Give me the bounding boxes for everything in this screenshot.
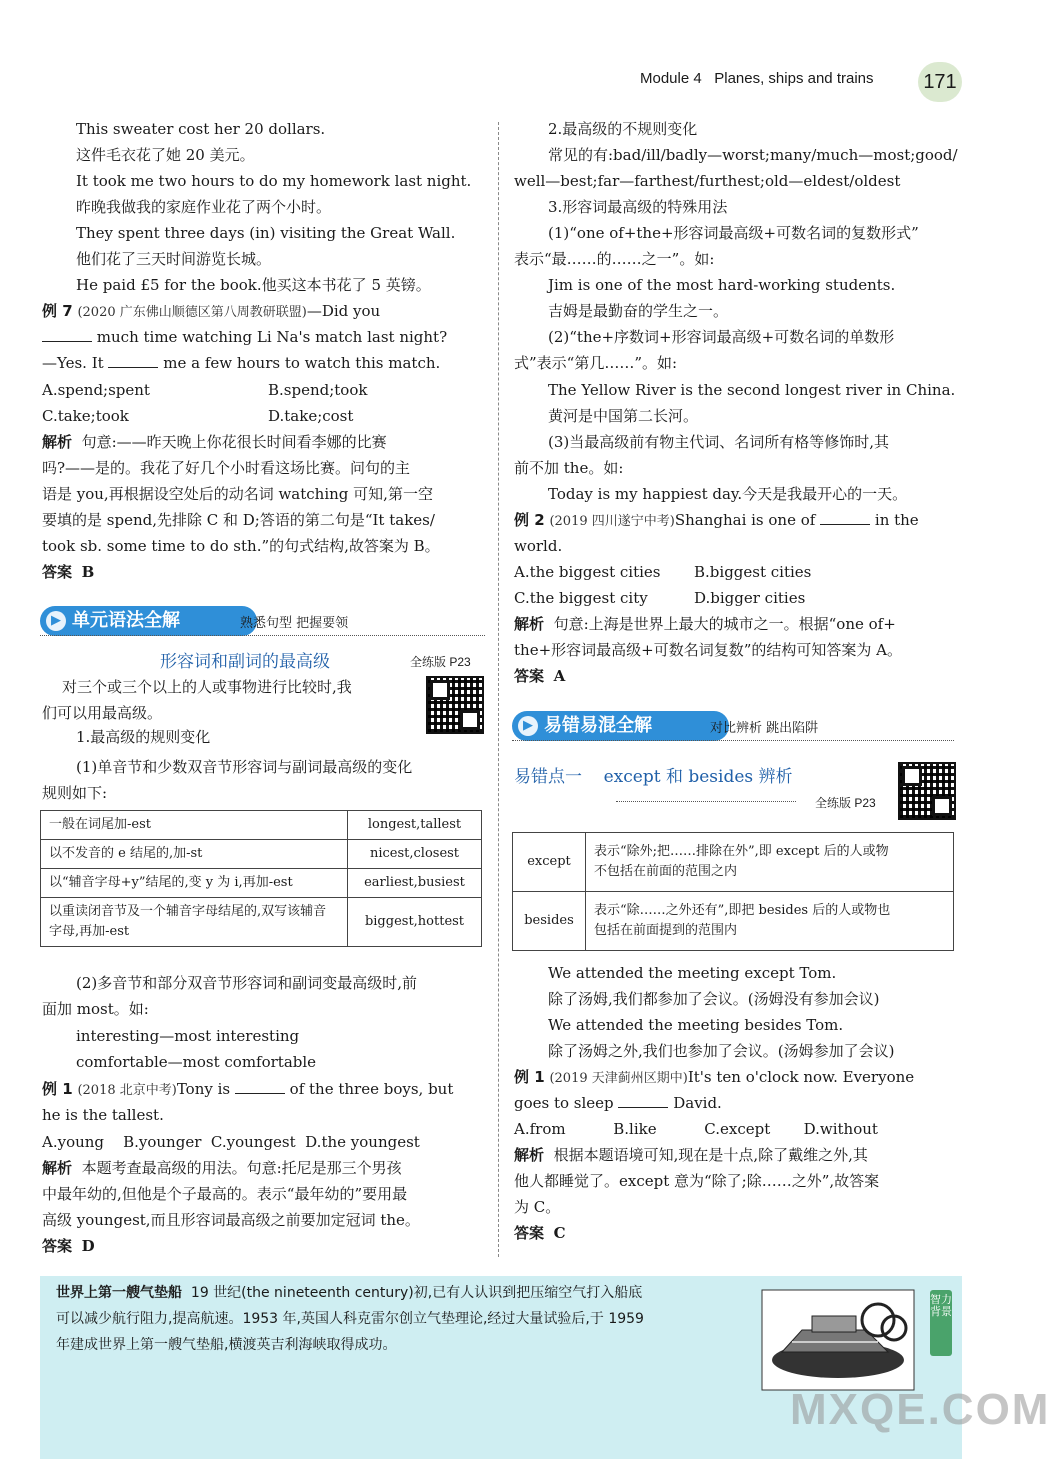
divider: [616, 801, 796, 802]
answer-line: [514, 1220, 566, 1246]
analysis-line: 他人都睡觉了。except 意为“除了;除……之外”,故答案: [514, 1172, 880, 1190]
knowledge-line: 年建成世界上第一艘气垫船,横渡英吉利海峡取得成功。: [56, 1337, 397, 1353]
text-line: (2)多音节和部分双音节形容词和副词变最高级时,前: [76, 974, 418, 992]
question-text: of the three boys, but: [289, 1080, 454, 1098]
answer-label: 答案: [42, 563, 73, 581]
text-line: 们可以用最高级。: [42, 704, 163, 722]
text-line: 黄河是中国第二长河。: [548, 407, 699, 425]
table-row: [41, 840, 482, 869]
analysis-text: 句意:上海是世界上最大的城市之一。根据“one of+: [553, 615, 896, 633]
text-line: 除了汤姆之外,我们也参加了会议。(汤姆参加了会议): [548, 1042, 895, 1060]
example-label: 例 1: [514, 1068, 545, 1086]
watermark-text: MXQE.COM: [790, 1385, 1050, 1434]
module-title: Planes, ships and trains: [714, 70, 874, 87]
rule-cell: 一般在词尾加-est: [41, 811, 348, 840]
question-text: It's ten o'clock now. Everyone: [687, 1068, 915, 1086]
question-text: much time watching Li Na's match last night?: [96, 328, 448, 346]
text-line: Today is my happiest day.今天是我最开心的一天。: [548, 485, 908, 503]
example-2-question: [514, 507, 919, 535]
module-label: Module 4: [640, 70, 702, 87]
analysis-label: 解析: [42, 433, 73, 451]
text-line: 规则如下:: [42, 784, 108, 802]
example-source: (2020 广东佛山顺德区第八周教研联盟): [77, 305, 307, 320]
text-line: 这件毛衣花了她 20 美元。: [76, 146, 255, 164]
meaning-line: 表示“除……之外还有”,即把 besides 后的人或物也: [594, 903, 891, 918]
example-label: 例 2: [514, 511, 545, 529]
qr-code[interactable]: [898, 762, 956, 820]
answer-value: D: [81, 1237, 95, 1255]
options-line: A.young B.younger C.youngest D.the youngest: [42, 1133, 420, 1151]
analysis-line: [42, 429, 387, 455]
text-line: 对三个或三个以上的人或事物进行比较时,我: [62, 678, 352, 696]
meaning-line: 不包括在前面的范围之内: [594, 864, 738, 879]
text-line: interesting—most interesting: [76, 1027, 300, 1045]
banner-title: 单元语法全解: [72, 610, 180, 631]
knowledge-heading: 世界上第一艘气垫船: [56, 1285, 182, 1301]
example-1-line: [514, 1090, 722, 1116]
example-label: 例 7: [42, 302, 73, 320]
side-tab-label: 智力背景: [930, 1290, 952, 1356]
example-cell: longest,tallest: [348, 811, 482, 840]
meaning-line: 表示“除外;把……排除在外”,即 except 后的人或物: [594, 844, 889, 859]
option-d: D.take;cost: [268, 407, 354, 425]
page-number: 171: [918, 62, 962, 102]
section-banner-grammar: [40, 606, 257, 636]
text-line: This sweater cost her 20 dollars.: [76, 120, 326, 138]
question-text: —Did you: [306, 302, 381, 320]
analysis-line: 语是 you,再根据设空处后的动名词 watching 可知,第一空: [42, 485, 433, 503]
example-7-line: [42, 350, 440, 376]
answer-blank[interactable]: [235, 1079, 285, 1094]
question-text: in the: [874, 511, 919, 529]
section-banner-mistakes: [512, 711, 729, 741]
text-line: They spent three days (in) visiting the Great Wall.: [76, 224, 456, 242]
analysis-line: [42, 1155, 402, 1181]
option-a: A.the biggest cities: [514, 563, 661, 581]
knowledge-text: 19 世纪(the nineteenth century)初,已有人认识到把压缩空气打入船底: [190, 1285, 643, 1301]
analysis-line: 为 C。: [514, 1198, 561, 1216]
analysis-line: 吗?——是的。我花了好几个小时看这场比赛。问句的主: [42, 459, 411, 477]
answer-value: A: [553, 667, 566, 685]
analysis-text: 本题考查最高级的用法。句意:托尼是那三个男孩: [81, 1159, 402, 1177]
banner-subtitle: 熟悉句型 把握要领: [240, 616, 349, 631]
text-line: 常见的有:bad/ill/badly—worst;many/much—most;good/: [548, 146, 958, 164]
example-cell: nicest,closest: [348, 840, 482, 869]
text-line: (2)“the+序数词+形容词最高级+可数名词的单数形: [548, 328, 895, 346]
divider: [512, 740, 954, 741]
example-source: (2019 四川遂宁中考): [549, 514, 675, 529]
analysis-line: 中最年幼的,但他是个子最高的。表示“最年幼的”要用最: [42, 1185, 408, 1203]
question-text: —Yes. It: [42, 354, 104, 372]
text-line: Jim is one of the most hard-working students.: [548, 276, 896, 294]
answer-blank[interactable]: [42, 327, 92, 342]
text-line: 昨晚我做我的家庭作业花了两个小时。: [76, 198, 332, 216]
meaning-line: 包括在前面提到的范围内: [594, 923, 738, 938]
divider: [40, 635, 485, 636]
answer-label: 答案: [514, 667, 545, 685]
speaker-icon: ▶: [518, 716, 538, 736]
options-line: A.from B.like C.except D.without: [514, 1120, 878, 1138]
answer-value: C: [553, 1224, 566, 1242]
superlative-rules-table: [40, 810, 482, 947]
text-line: 式”表示“第几……”。如:: [514, 354, 678, 372]
option-c: C.take;took: [42, 407, 129, 425]
table-row: [41, 898, 482, 947]
except-besides-table: [512, 832, 954, 951]
column-divider: [498, 122, 499, 1257]
text-line: The Yellow River is the second longest river in China.: [548, 381, 956, 399]
text-line: he is the tallest.: [42, 1106, 164, 1124]
question-text: me a few hours to watch this match.: [163, 354, 441, 372]
rule-cell: 以“辅音字母+y”结尾的,变 y 为 i,再加-est: [41, 869, 348, 898]
knowledge-line: [56, 1280, 642, 1306]
text-line: We attended the meeting except Tom.: [548, 964, 837, 982]
answer-line: [42, 1233, 95, 1259]
analysis-line: 高级 youngest,而且形容词最高级之前要加定冠词 the。: [42, 1211, 420, 1229]
text-line: well—best;far—farthest/furthest;old—eldest/oldest: [514, 172, 901, 190]
text-line: (1)单音节和少数双音节形容词与副词最高级的变化: [76, 758, 413, 776]
text-line: He paid £5 for the book.他买这本书花了 5 英镑。: [76, 276, 431, 294]
practice-ref: 全练版 P23: [410, 655, 471, 669]
answer-blank[interactable]: [618, 1093, 668, 1108]
example-7-question: [42, 298, 380, 326]
text-line: 表示“最……的……之一”。如:: [514, 250, 715, 268]
example-1-question: [42, 1076, 453, 1104]
answer-line: [514, 663, 565, 689]
banner-title: 易错易混全解: [544, 715, 652, 736]
point-title: 易错点一 except 和 besides 辨析: [514, 767, 793, 787]
text-line: (1)“one of+the+形容词最高级+可数名词的复数形式”: [548, 224, 919, 242]
option-b: B.biggest cities: [694, 563, 812, 581]
practice-ref: 全练版 P23: [815, 796, 876, 810]
text-line: 2.最高级的不规则变化: [548, 120, 698, 138]
word-cell: except: [513, 833, 586, 892]
text-line: 除了汤姆,我们都参加了会议。(汤姆没有参加会议): [548, 990, 880, 1008]
question-text: goes to sleep: [514, 1094, 614, 1112]
answer-blank[interactable]: [820, 510, 870, 525]
table-row: [41, 869, 482, 898]
example-1-question: [514, 1064, 914, 1092]
table-row: [513, 892, 954, 951]
text-line: comfortable—most comfortable: [76, 1053, 317, 1071]
table-row: [41, 811, 482, 840]
banner-subtitle: 对比辨析 跳出陷阱: [710, 721, 819, 736]
text-line: (3)当最高级前有物主代词、名词所有格等修饰时,其: [548, 433, 890, 451]
option-a: A.spend;spent: [42, 381, 150, 399]
running-header: [640, 70, 874, 87]
meaning-cell: [586, 892, 954, 951]
analysis-label: 解析: [514, 1146, 545, 1164]
example-source: (2019 天津蓟州区期中): [549, 1071, 688, 1086]
example-source: (2018 北京中考): [77, 1083, 177, 1098]
option-b: B.spend;took: [268, 381, 368, 399]
knowledge-line: 可以减少航行阻力,提高航速。1953 年,英国人科克雷尔创立气垫理论,经过大量试验后,于 1959: [56, 1311, 644, 1327]
text-line: It took me two hours to do my homework last night.: [76, 172, 472, 190]
text-line: 面加 most。如:: [42, 1000, 149, 1018]
question-text: David.: [673, 1094, 722, 1112]
rule-cell: 以重读闭音节及一个辅音字母结尾的,双写该辅音字母,再加-est: [41, 898, 348, 947]
answer-value: B: [81, 563, 95, 581]
text-line: 他们花了三天时间游览长城。: [76, 250, 272, 268]
table-row: [513, 833, 954, 892]
analysis-line: 要填的是 spend,先排除 C 和 D;答语的第二句是“It takes/: [42, 511, 435, 529]
analysis-label: 解析: [42, 1159, 73, 1177]
hovercraft-illustration: [762, 1290, 914, 1390]
text-line: 1.最高级的规则变化: [76, 728, 211, 746]
option-d: D.bigger cities: [694, 589, 806, 607]
example-cell: earliest,busiest: [348, 869, 482, 898]
answer-label: 答案: [42, 1237, 73, 1255]
answer-label: 答案: [514, 1224, 545, 1242]
option-c: C.the biggest city: [514, 589, 648, 607]
grammar-title: 形容词和副词的最高级: [160, 652, 330, 672]
analysis-text: 句意:——昨天晚上你花很长时间看李娜的比赛: [81, 433, 387, 451]
text-line: world.: [514, 537, 563, 555]
analysis-line: the+形容词最高级+可数名词复数”的结构可知答案为 A。: [514, 641, 902, 659]
question-text: Tony is: [176, 1080, 231, 1098]
qr-code[interactable]: [426, 676, 484, 734]
text-line: 吉姆是最勤奋的学生之一。: [548, 302, 729, 320]
answer-line: [42, 559, 94, 585]
example-label: 例 1: [42, 1080, 73, 1098]
word-cell: besides: [513, 892, 586, 951]
speaker-icon: ▶: [46, 611, 66, 631]
text-line: We attended the meeting besides Tom.: [548, 1016, 844, 1034]
answer-blank[interactable]: [108, 353, 158, 368]
rule-cell: 以不发音的 e 结尾的,加-st: [41, 840, 348, 869]
analysis-line: [514, 611, 896, 637]
text-line: 前不加 the。如:: [514, 459, 624, 477]
example-7-line: [42, 324, 447, 350]
text-line: 3.形容词最高级的特殊用法: [548, 198, 728, 216]
example-cell: biggest,hottest: [348, 898, 482, 947]
analysis-text: 根据本题语境可知,现在是十点,除了戴维之外,其: [553, 1146, 868, 1164]
meaning-cell: [586, 833, 954, 892]
analysis-label: 解析: [514, 615, 545, 633]
question-text: Shanghai is one of: [674, 511, 816, 529]
analysis-line: [514, 1142, 868, 1168]
analysis-line: took sb. some time to do sth.”的句式结构,故答案为 B。: [42, 537, 440, 555]
